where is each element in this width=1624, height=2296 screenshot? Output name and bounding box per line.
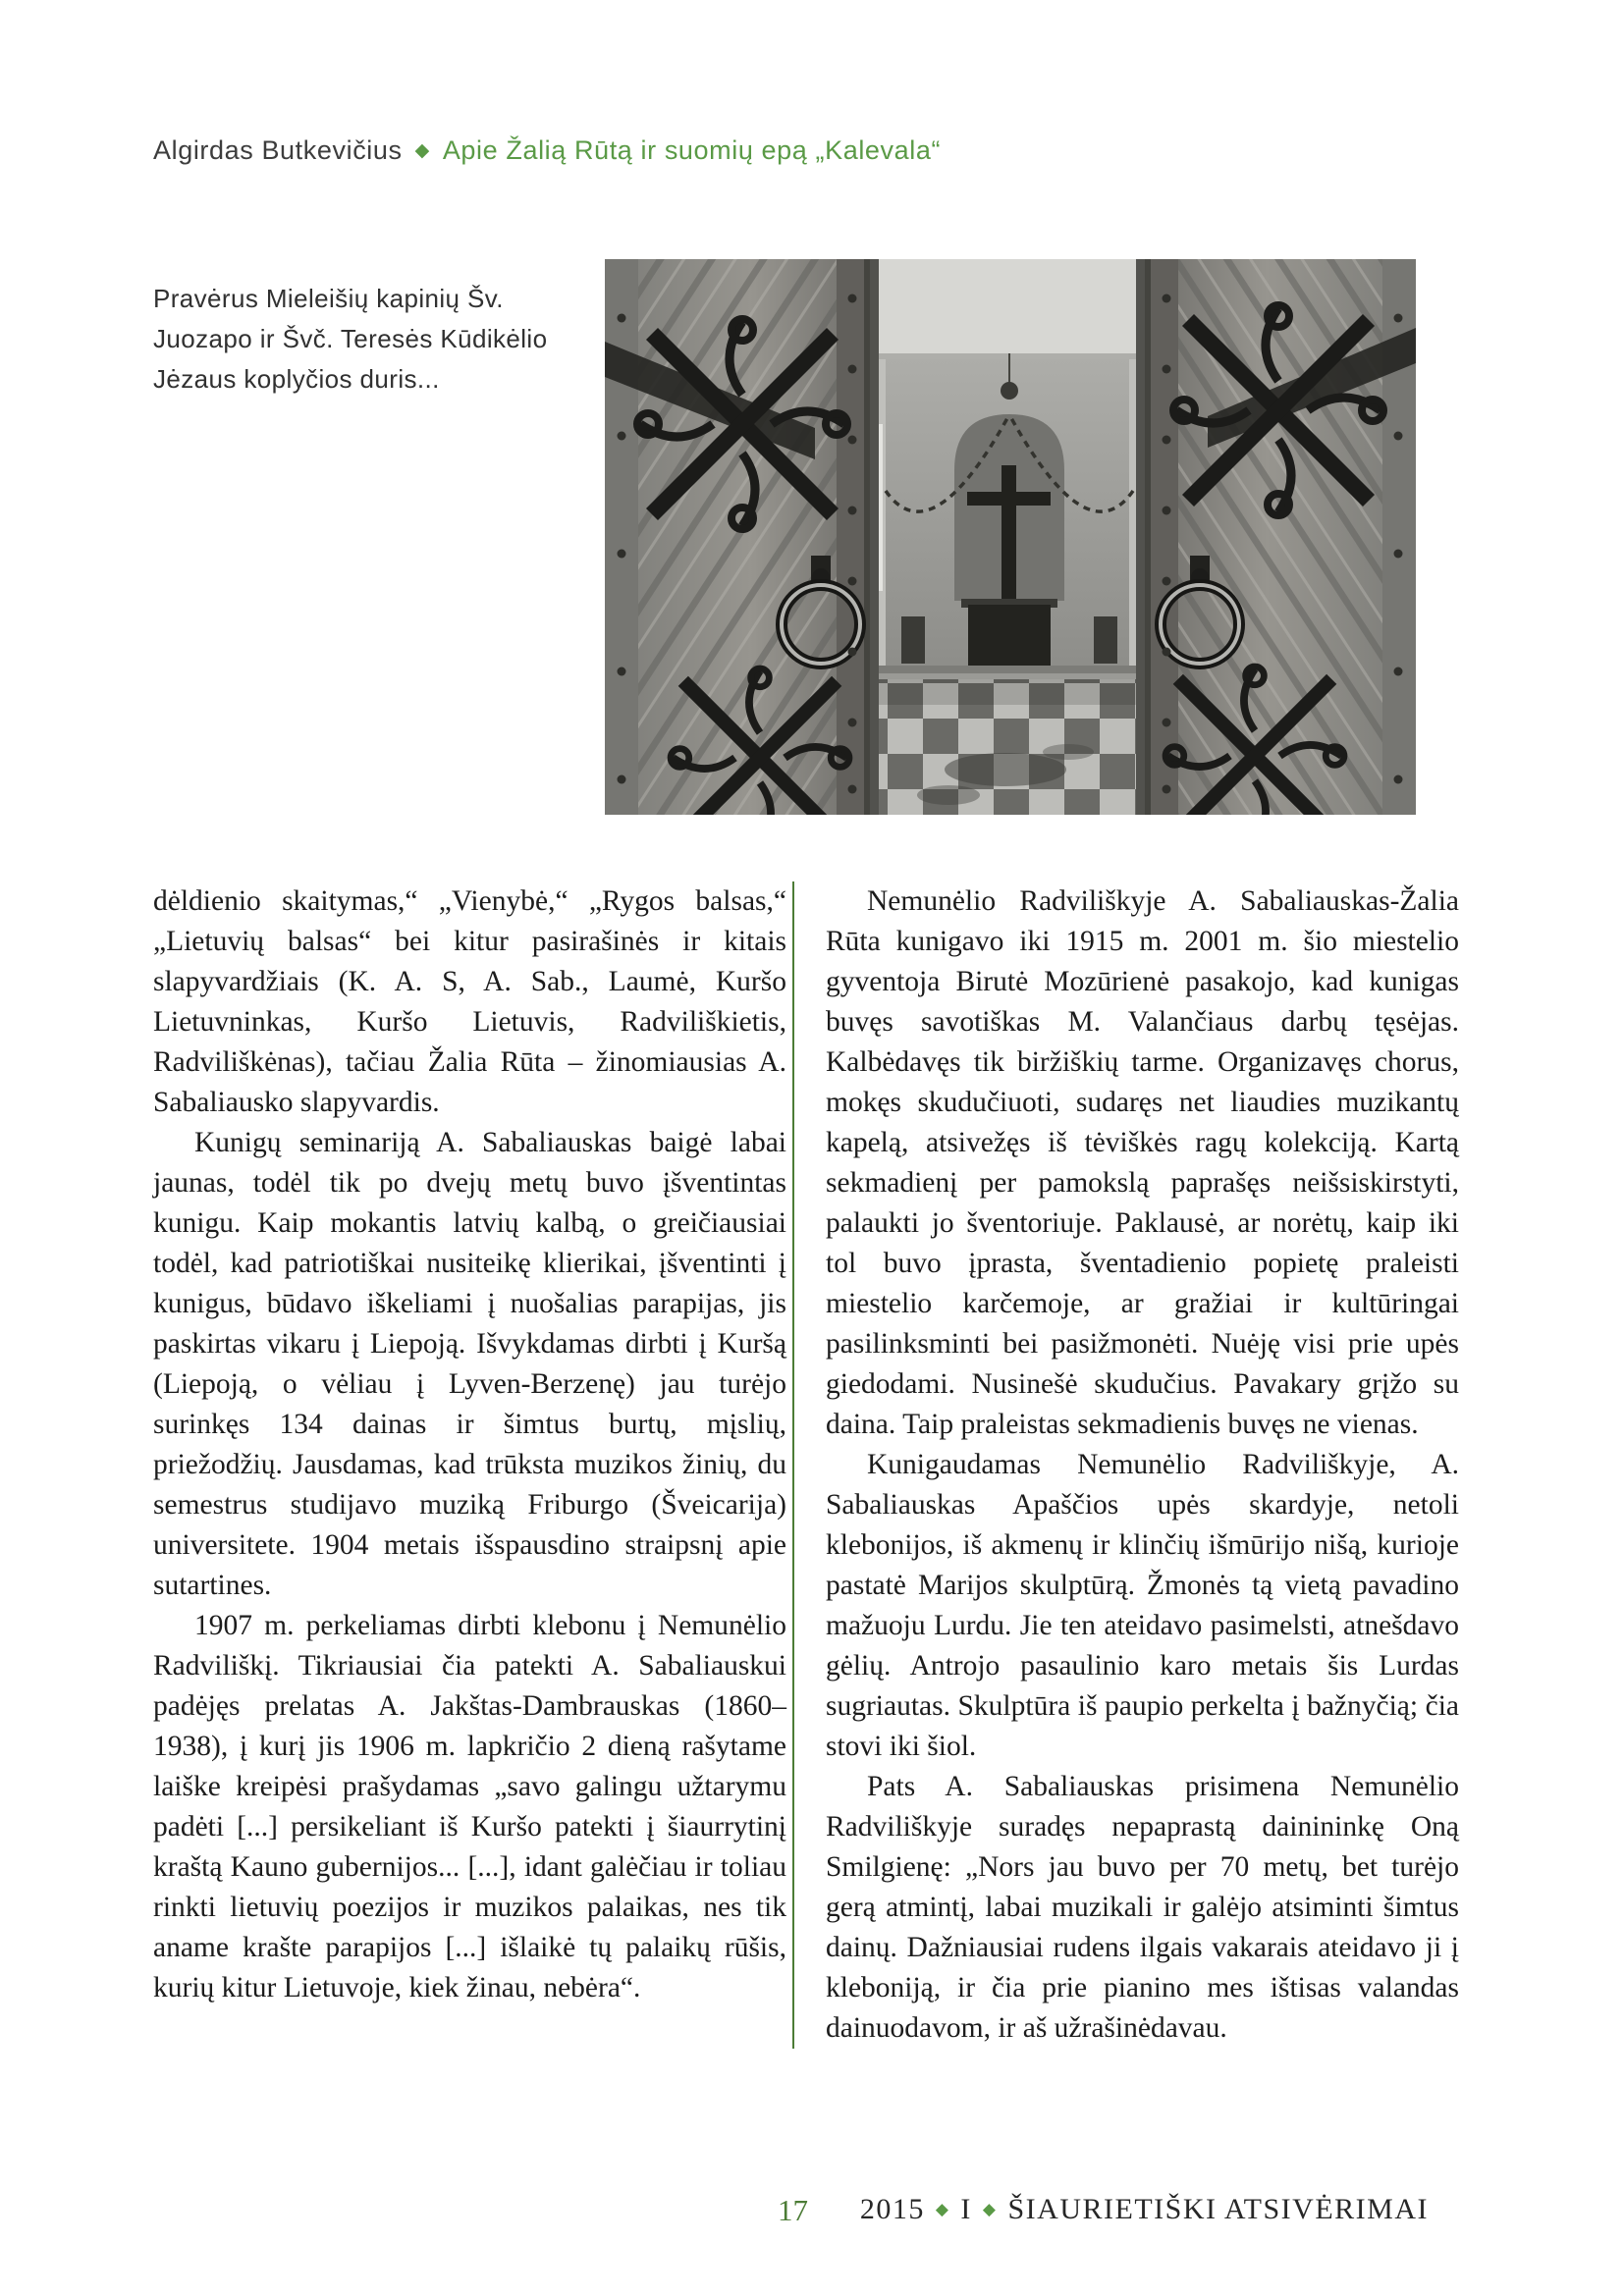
header-author: Algirdas Butkevičius bbox=[153, 135, 403, 165]
running-header bbox=[153, 135, 941, 166]
caption-line: Juozapo ir Švč. Teresės Kūdikėlio bbox=[153, 324, 548, 353]
caption-line: Jėzaus koplyčios duris... bbox=[153, 364, 440, 394]
page-number: 17 bbox=[778, 2193, 808, 2227]
footer-issue: I bbox=[960, 2193, 972, 2225]
diamond-separator-icon: ◆ bbox=[935, 2200, 950, 2218]
footer-journal-title: ŠIAURIETIŠKI ATSIVĖRIMAI bbox=[1007, 2193, 1429, 2225]
caption-line: Pravėrus Mieleišių kapinių Šv. bbox=[153, 284, 504, 313]
left-column bbox=[153, 881, 786, 2049]
altar-table bbox=[968, 605, 1051, 667]
body-paragraph: Nemunėlio Radviliškyje A. Sabaliauskas-Žalia Rūta kunigavo iki 1915 m. 2001 m. šio miestelio gyventoja Birutė Mozūrienė pasakojo, kad kunigas buvęs savotiškas M. Valančiaus darbų tęsėjas. Kalbėdavęs tik biržiškių tarme. Organizavęs chorus, mokęs skudučiuoti, sudaręs net liaudies muzikantų kapelą, atsivežęs iš tėviškės ragų kolekciją. Kartą sekmadienį per pamokslą paprašęs neišsiskirstyti, palaukti jo šventoriuje. Paklausė, ar norėtų, kaip iki tol buvo įprasta, šventadienio popietę praleisti miestelio karčemoje, ar gražiai ir kultūringai pasilinksminti bei pasižmonėti. Nuėję visi prie upės giedodami. Nusinešė skudučius. Pavakary grįžo su daina. Taip praleistas sekmadienis buvęs ne vienas. bbox=[826, 885, 1459, 1440]
right-column bbox=[826, 881, 1459, 2049]
body-paragraph: 1907 m. perkeliamas dirbti klebonu į Nemunėlio Radviliškį. Tikriausiai čia patekti A. Sabaliauskui padėjęs prelatas A. Jakštas-Dambrauskas (1860–1938), į kurį jis 1906 m. lapkričio 2 dieną rašytame laiške kreipėsi prašydamas „savo galingu užtarymu padėti [...] persikeliant iš Kuršo patekti į šiaurrytinį kraštą Kauno gubernijos... [...], idant galėčiau ir toliau rinkti lietuvių poezijos ir muzikos palaikas, nes tik aname krašte parapijos [...] išlaikė tų palaikų rūšis, kurių kitur Lietuvoje, kiek žinau, nebėra“. bbox=[153, 1610, 786, 2003]
article-body bbox=[153, 881, 1461, 2049]
chapel-doors-photo bbox=[605, 259, 1416, 815]
body-paragraph: Pats A. Sabaliauskas prisimena Nemunėlio Radviliškyje suradęs nepaprastą dainininkę Oną Smilgienę: „Nors jau buvo per 70 metų, bet turėjo gerą atmintį, labai muzikali ir galėjo atsiminti šimtus dainų. Dažniausiai rudens ilgais vakarais ateidavo ji į kleboniją, ir čia prie pianino mes ištisas valandas dainuodavom, ir aš užrašinėdavau. bbox=[826, 1771, 1459, 2044]
chapel-doors-illustration bbox=[605, 259, 1416, 815]
body-paragraph: Kunigų seminariją A. Sabaliauskas baigė labai jaunas, todėl tik po dvejų metų buvo įšventintas kunigu. Kaip mokantis latvių kalbą, o greičiausiai todėl, kad patriotiškai nusiteikę klierikai, įšventinti į kunigus, būdavo iškeliami į nuošalias parapijas, jis paskirtas vikaru į Liepoją. Išvykdamas dirbti į Kuršą (Liepoją, o vėliau į Lyven-Berzenę) jau turėjo surinkęs 134 dainas ir šimtus burtų, mįslių, priežodžių. Jausdamas, kad trūksta muzikos žinių, du semestrus studijavo muziką Friburgo (Šveicarija) universitete. 1904 metais išspausdino straipsnį apie sutartines. bbox=[153, 1127, 786, 1601]
journal-line bbox=[860, 2193, 1429, 2226]
photo-caption bbox=[153, 279, 566, 400]
diamond-separator-icon: ◆ bbox=[982, 2200, 998, 2218]
right-door bbox=[1145, 259, 1416, 815]
header-article-title: Apie Žalią Rūtą ir suomių epą „Kalevala“ bbox=[442, 135, 942, 165]
chapel-interior bbox=[823, 259, 1190, 815]
chandelier-icon bbox=[1001, 382, 1018, 400]
column-divider bbox=[792, 881, 794, 2049]
body-paragraph: Kunigaudamas Nemunėlio Radviliškyje, A. Sabaliauskas Apaščios upės skardyje, netoli klebonijos, iš akmenų ir klinčių išmūrijo nišą, kurioje pastatė Marijos skulptūrą. Žmonės tą vietą pavadino mažuoju Lurdu. Jie ten ateidavo pasimelsti, atnešdavo gėlių. Antrojo pasaulinio karo metais šis Lurdas sugriautas. Skulptūra iš paupio perkelta į bažnyčią; čia stovi iki šiol. bbox=[826, 1449, 1459, 1762]
left-door bbox=[605, 259, 870, 815]
chair-right bbox=[1094, 616, 1117, 664]
footer-year: 2015 bbox=[859, 2193, 925, 2225]
diamond-separator-icon: ◆ bbox=[414, 140, 430, 161]
chair-left bbox=[901, 616, 925, 664]
cross-icon bbox=[1001, 465, 1016, 605]
body-paragraph: dėldienio skaitymas,“ „Vienybė,“ „Rygos balsas,“ „Lietuvių balsas“ bei kitur pasirašinės ir kitais slapyvardžiais (K. A. S, A. Sab., Laumė, Kuršo Lietuvninkas, Kuršo Lietuvis, Radviliškietis, Radviliškėnas), tačiau Žalia Rūta – žinomiausias A. Sabaliausko slapyvardis. bbox=[153, 885, 786, 1118]
